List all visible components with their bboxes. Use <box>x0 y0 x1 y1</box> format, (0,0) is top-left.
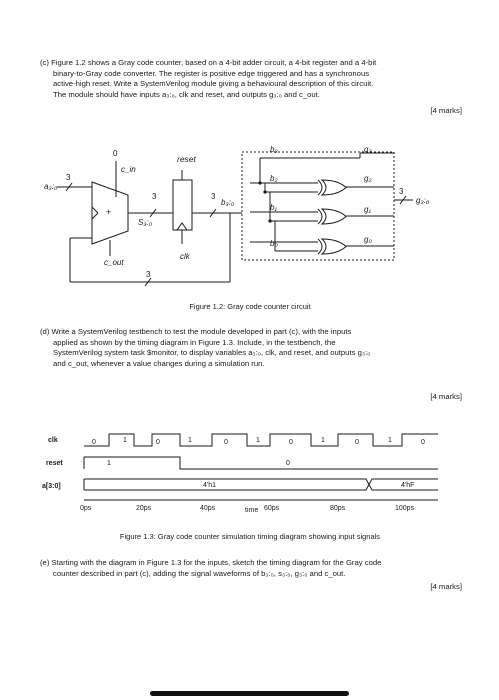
clk-value: 1 <box>388 437 392 444</box>
figure-1-2-caption: Figure 1.2: Gray code counter circuit <box>189 302 311 311</box>
label-clk: clk <box>180 252 190 261</box>
time-tick: 100ps <box>395 505 415 512</box>
label-b0: b₀ <box>270 239 278 248</box>
clk-value: 0 <box>92 439 96 446</box>
part-c-line: binary-to-Gray code converter. The register is positive edge triggered and has a synchronous <box>53 68 370 78</box>
part-e-text <box>40 558 480 579</box>
label-g0: g₀ <box>364 235 372 244</box>
clk-value: 0 <box>355 439 359 446</box>
clk-value: 1 <box>256 437 260 444</box>
label-reset: reset <box>177 154 196 164</box>
part-d-line: SystemVerilog system task $monitor, to display variables a₃:₀, clk, and reset, and outputs g₃:₀ <box>53 348 371 358</box>
label-b-width: 3 <box>211 192 216 201</box>
home-indicator-bar[interactable] <box>150 691 349 696</box>
time-tick: 60ps <box>264 505 280 512</box>
part-d-line: applied as shown by the timing diagram in Figure 1.3. Include, in the testbench, the <box>53 337 336 347</box>
clk-waveform <box>84 434 438 446</box>
clk-value: 0 <box>156 439 160 446</box>
part-d-marks: [4 marks] <box>430 392 462 401</box>
label-b3: b₃ <box>270 145 278 154</box>
reset-value: 1 <box>107 460 111 467</box>
figure-1-3-caption: Figure 1.3: Gray code counter simulation timing diagram showing input signals <box>119 532 381 541</box>
label-s-bus: S₃:₀ <box>138 218 153 227</box>
register-block <box>173 180 192 230</box>
a-value: 4'h1 <box>203 482 217 489</box>
part-c-line: The module should have inputs a₃:₀, clk and reset, and outputs g₃:₀ and c_out. <box>53 89 320 99</box>
part-e-marks: [4 marks] <box>430 582 462 591</box>
clk-value: 0 <box>421 439 425 446</box>
part-c-line: (c) Figure 1.2 shows a Gray code counter, based on a 4-bit adder circuit, a 4-bit register and a 4-bit <box>40 58 377 67</box>
label-c-in: c_in <box>121 165 136 174</box>
time-tick: 0ps <box>80 505 92 512</box>
label-plus: + <box>106 207 112 217</box>
part-e-line: (e) Starting with the diagram in Figure 1.3 for the inputs, sketch the timing diagram for the Gray code <box>40 558 382 567</box>
label-a-in: a₃:₀ <box>44 182 58 191</box>
label-g2: g₂ <box>364 174 372 183</box>
a-bus-waveform <box>84 479 438 490</box>
part-c-marks: [4 marks] <box>430 106 462 115</box>
part-e-line: counter described in part (c), adding the signal waveforms of b₃:₀, s₃:₀, g₃:₀ and c_out. <box>53 568 346 578</box>
clk-value: 0 <box>289 439 293 446</box>
signal-name-clk: clk <box>48 437 58 444</box>
label-b2: b₂ <box>270 174 278 183</box>
label-b1: b₁ <box>270 203 277 212</box>
time-tick: 20ps <box>136 505 152 512</box>
reset-waveform <box>84 457 438 469</box>
part-c-line: active-high reset. Write a SystemVerilog module giving a behavioural description of this circuit. <box>53 79 374 89</box>
clk-value: 1 <box>123 437 127 444</box>
time-tick: 40ps <box>200 505 216 512</box>
label-c-out: c_out <box>104 258 124 267</box>
clk-value: 1 <box>321 437 325 444</box>
xor-gate-2 <box>318 180 346 195</box>
label-g-out: g₃:₀ <box>416 196 430 205</box>
label-const-zero: 0 <box>113 149 118 158</box>
clk-value: 0 <box>224 439 228 446</box>
time-axis-label: time <box>245 507 259 514</box>
label-feedback-width: 3 <box>146 270 151 279</box>
signal-name-reset: reset <box>46 460 63 467</box>
signal-name-a: a[3:0] <box>42 483 61 490</box>
label-a-width: 3 <box>66 173 71 182</box>
figure-1-2-circuit <box>0 0 499 310</box>
part-d-text <box>40 327 470 369</box>
label-g3: g₃ <box>364 145 372 154</box>
label-g1: g₁ <box>364 205 371 214</box>
reset-value: 0 <box>286 460 290 467</box>
clk-value: 1 <box>188 437 192 444</box>
part-d-line: and c_out, whenever a value changes during a simulation run. <box>53 358 265 368</box>
xor-gate-1 <box>318 209 346 224</box>
label-g-width: 3 <box>399 187 404 196</box>
label-b-bus: b₃:₀ <box>221 198 235 207</box>
label-s-width: 3 <box>152 192 157 201</box>
xor-gate-0 <box>318 239 346 254</box>
part-d-line: (d) Write a SystemVerilog testbench to test the module developed in part (c), with the inputs <box>40 327 352 336</box>
time-tick: 80ps <box>330 505 346 512</box>
a-value: 4'hF <box>401 482 415 489</box>
